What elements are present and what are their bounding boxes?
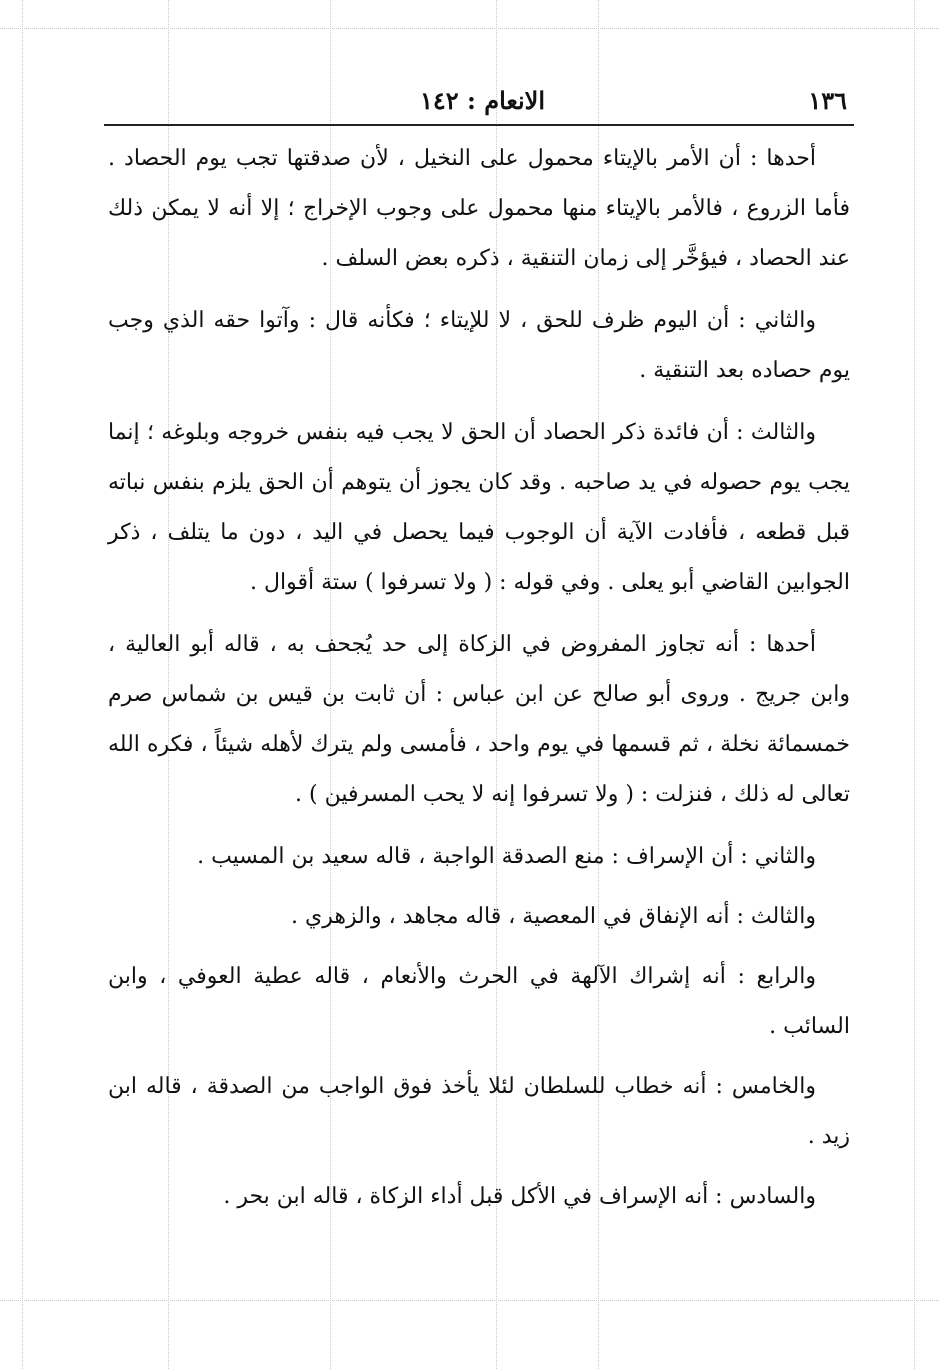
paragraph: أحدها : أن الأمر بالإيتاء محمول على النخيل ، لأن صدقتها تجب يوم الحصاد . فأما الزروع ، فالأمر بالإيتاء منها محمول على وجوب الإخراج ؛ إلا أنه لا يمكن ذلك عند الحصاد ، فيؤخَّر إلى زمان التنقية ، ذكره بعض السلف . [108, 146, 850, 271]
paragraph: والثالث : أن فائدة ذكر الحصاد أن الحق لا يجب فيه بنفس خروجه وبلوغه ؛ إنما يجب يوم حصوله في يد صاحبه . وقد كان يجوز أن يتوهم أن الحق يلزم بنفس نباته قبل قطعه ، فأفادت الآية أن الوجوب فيما يحصل في اليد ، دون ما يتلف ، ذكر الجوابين القاضي أبو يعلى . وفي قوله : ( ولا تسرفوا ) ستة أقوال . [108, 420, 850, 595]
running-title: الانعام : ١٤٢ [419, 86, 545, 115]
scan-guide-line [0, 1300, 939, 1301]
paragraph: والسادس : أنه الإسراف في الأكل قبل أداء الزكاة ، قاله ابن بحر . [223, 1184, 816, 1209]
paragraph: والثالث : أنه الإنفاق في المعصية ، قاله مجاهد ، والزهري . [291, 904, 816, 929]
page-header [100, 84, 855, 120]
paragraph: والثاني : أن الإسراف : منع الصدقة الواجبة ، قاله سعيد بن المسيب . [197, 844, 816, 869]
page-number: ١٣٦ [808, 86, 847, 115]
scan-guide-line [22, 0, 23, 1369]
header-rule [104, 124, 854, 126]
paragraph: أحدها : أنه تجاوز المفروض في الزكاة إلى حد يُجحف به ، قاله أبو العالية ، وابن جريج . وروى أبو صالح عن ابن عباس : أن ثابت بن قيس بن شماس صرم خمسمائة نخلة ، ثم قسمها في يوم واحد ، فأمسى ولم يترك لأهله شيئاً ، فكره الله تعالى له ذلك ، فنزلت : ( ولا تسرفوا إنه لا يحب المسرفين ) . [108, 632, 850, 807]
paragraph: والرابع : أنه إشراك الآلهة في الحرث والأنعام ، قاله عطية العوفي ، وابن السائب . [108, 964, 850, 1039]
paragraph: والخامس : أنه خطاب للسلطان لئلا يأخذ فوق الواجب من الصدقة ، قاله ابن زيد . [108, 1074, 850, 1149]
scan-guide-line [914, 0, 915, 1369]
paragraph: والثاني : أن اليوم ظرف للحق ، لا للإيتاء ؛ فكأنه قال : وآتوا حقه الذي وجب يوم حصاده بعد التنقية . [108, 308, 850, 383]
page-body [108, 134, 850, 1232]
scan-guide-line [0, 28, 939, 29]
